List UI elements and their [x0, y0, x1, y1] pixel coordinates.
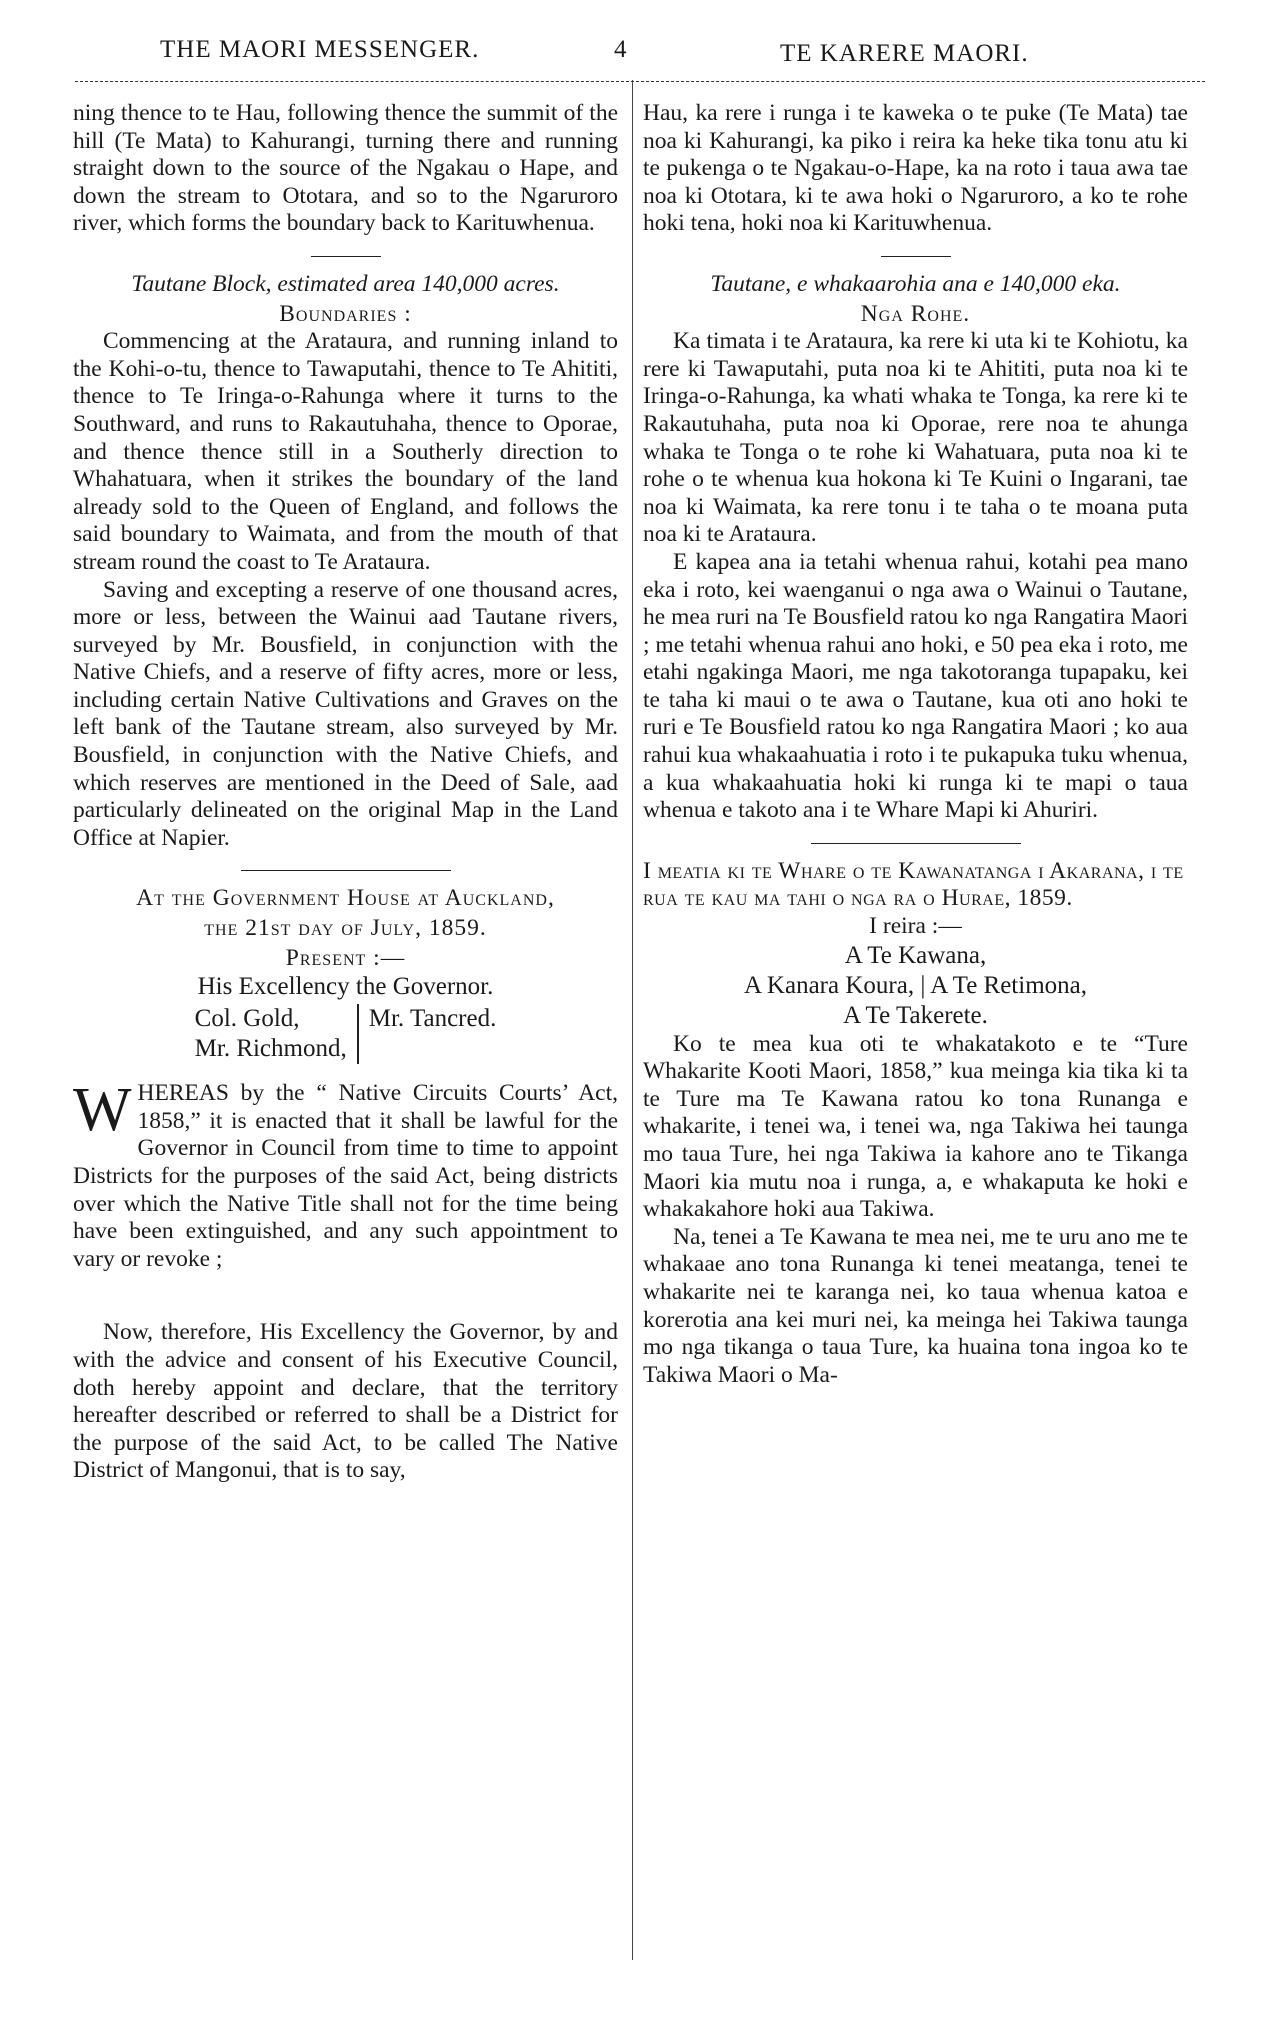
block-title: Tautane, e whakaarohia ana e 140,000 eka. [710, 270, 1121, 297]
reserve-paragraph: E kapea ana ia tetahi whenua rahui, kotahi pea mano eka i roto, kei waenganui o nga awa o Wainui o Tautane, he mea ruri na Te Bousfield ratou ko nga Rangatira Maori ; me tetahi whenua rahui ano hoki, e 50 pea eka i roto, me etahi ngakinga Maori, me nga takotoranga tupapaku, kei te taha ki maui o te awa o Tautane, kua oti ano hoki te ruri e Te Bousfield ratou ko nga Rangatira Maori ; ko aua rahui kua whakaahuatia i roto i te pukapuka tuku whenua, a kua whakaahuatia hoki ki runga ki te mapi o taua whenua e takoto ana i te Whare Mapi ki Ahuriri. [643, 548, 1188, 824]
names-right [359, 1004, 497, 1064]
spacer [73, 1273, 618, 1319]
whereas-text: HEREAS by the “ Native Circuits Courts’ Act, 1858,” it is enacted that it shall be lawful for the Governor in Council from time to time to appoint Districts for the purposes of the said Act, being districts over which the Native Title shall not for the time being have been extinguished, and any such appointment to vary or revoke ; [73, 1080, 618, 1272]
present-list [643, 941, 1188, 1031]
boundaries-paragraph: Commencing at the Arataura, and running inland to the Kohi-o-tu, thence to Tawaputahi, thence to Te Ahititi, thence to Te Iringa-o-Rahunga where it turns to the Southward, and runs to Rakautuhaha, thence to Oporae, and thence thence still in a Southerly direction to Whahatuara, when it strikes the boundary of the land already sold to the Queen of England, and follows the said boundary to Waimata, and from the mouth of that stream round the coast to Te Arataura. [73, 328, 618, 575]
section-rule [881, 256, 951, 257]
boundaries-heading: Nga Rohe. [860, 300, 971, 327]
council-member: Col. Gold, [194, 1005, 300, 1033]
section-rule [241, 870, 451, 871]
whereas-paragraph [73, 1076, 618, 1273]
council-names [73, 1004, 618, 1064]
proclamation-heading-2: the 21st day of July, 1859. [204, 915, 487, 942]
paragraph-continuation: Hau, ka rere i runga i te kaweka o te puke (Te Mata) tae noa ki Kahurangi, ka piko i reira ka heke tika tonu atu ki te pukenga o te Ngakau-o-Hape, ka na roto i taua awa tae noa ki Ototara, ki te awa hoki o Ngaruroro, a ko te rohe hoki tena, hoki noa ki Karituwhenua. [643, 100, 1188, 237]
masthead-maori: TE KARERE MAORI. [780, 40, 1029, 67]
paragraph-continuation: ning thence to te Hau, following thence the summit of the hill (Te Mata) to Kahurangi, turning there and running straight down to the source of the Ngakau o Hape, and down the stream to Ototara, and so to the Ngaruroro river, which forms the boundary back to Karituwhenua. [73, 100, 618, 237]
appointment-paragraph: Now, therefore, His Excellency the Governor, by and with the advice and consent of his Executive Council, doth hereby appoint and declare, that the territory hereafter described or referred to shall be a District for the purpose of the said Act, to be called The Native District of Mangonui, that is to say, [73, 1319, 618, 1484]
section-rule [311, 256, 381, 257]
proclamation-heading-1: At the Government House at Auckland, [136, 885, 555, 912]
council-member: A Te Takerete. [843, 1001, 988, 1029]
english-column [73, 100, 618, 1485]
present-heading: I reira :— [869, 913, 962, 940]
proclamation-heading: I meatia ki te Whare o te Kawanatanga i Akarana, i te rua te kau ma tahi o nga ra o Hurae, 1859. [643, 857, 1184, 912]
drop-cap: W [73, 1076, 132, 1145]
page-number: 4 [614, 36, 627, 63]
column-divider [632, 80, 633, 1960]
present-heading: Present :— [285, 944, 406, 971]
boundaries-heading: Boundaries : [279, 300, 412, 327]
masthead-english: THE MAORI MESSENGER. [160, 36, 480, 63]
governor-line: A Te Kawana, [844, 941, 987, 969]
page-header [0, 36, 1280, 76]
appointment-paragraph: Na, tenei a Te Kawana te mea nei, me te uru ano me te whakaae ano tona Runanga ki tenei meatanga, tenei te whakarite nei te karanga nei, ko taua whenua katoa e korerotia ana kei muri nei, ka meinga hei Takiwa taunga mo nga tikanga o taua Ture, ka huaina tona ingoa ko te Takiwa Maori o Ma- [643, 1223, 1188, 1388]
reserve-paragraph: Saving and excepting a reserve of one thousand acres, more or less, between the Wainui aad Tautane rivers, surveyed by Mr. Bousfield, in conjunction with the Native Chiefs, and a reserve of fifty acres, more or less, including certain Native Cultivations and Graves on the left bank of the Tautane stream, also surveyed by Mr. Bousfield, in conjunction with the Native Chiefs, and which reserves are mentioned in the Deed of Sale, aad particularly delineated on the original Map in the Land Office at Napier. [73, 576, 618, 851]
section-rule [811, 843, 1021, 844]
block-area: estimated area 140,000 acres. [271, 270, 560, 297]
spacer [73, 1066, 618, 1080]
council-member: Mr. Tancred. [368, 1005, 497, 1033]
block-name: Tautane Block, [131, 270, 272, 297]
governor-line: His Excellency the Governor. [197, 973, 494, 1001]
boundaries-paragraph: Ka timata i te Arataura, ka rere ki uta ki te Kohiotu, ka rere ki Tawaputahi, puta noa ki te Ahititi, puta noa ki te Iringa-o-Rahunga, ka whati whaka te Tonga, ka rere ki te Rakautuhaha, puta noa ki Oporae, rere noa te ahunga whaka te Tonga o te rohe ki Wahatuara, puta noa ki te rohe o te whenua kua hokona ki Te Kuini o Ingarani, tae noa ki Waimata, ka rere tonu i te taha o te moana puta noa ki te Arataura. [643, 328, 1188, 548]
header-rule [75, 81, 1205, 82]
whereas-paragraph: Ko te mea kua oti te whakatakoto e te “Ture Whakarite Kooti Maori, 1858,” kua meinga kia tika ki ta te Ture ma Te Kawana ratou ko tona Runanga e whakarite, i tenei wa, i tenei wa, nga Takiwa hei taunga mo taua Ture, hei nga Takiwa ia kahore ano te Tikanga Maori kia mutu noa i runga, a, e whakaputa ke hoki e whakakahore hoki aua Takiwa. [643, 1030, 1188, 1223]
block-title [73, 271, 618, 299]
council-names-line: A Kanara Koura, | A Te Retimona, [744, 971, 1087, 999]
present-list [73, 972, 618, 1064]
maori-column [643, 100, 1188, 1389]
names-left [195, 1004, 359, 1064]
council-member: Mr. Richmond, [194, 1035, 347, 1063]
